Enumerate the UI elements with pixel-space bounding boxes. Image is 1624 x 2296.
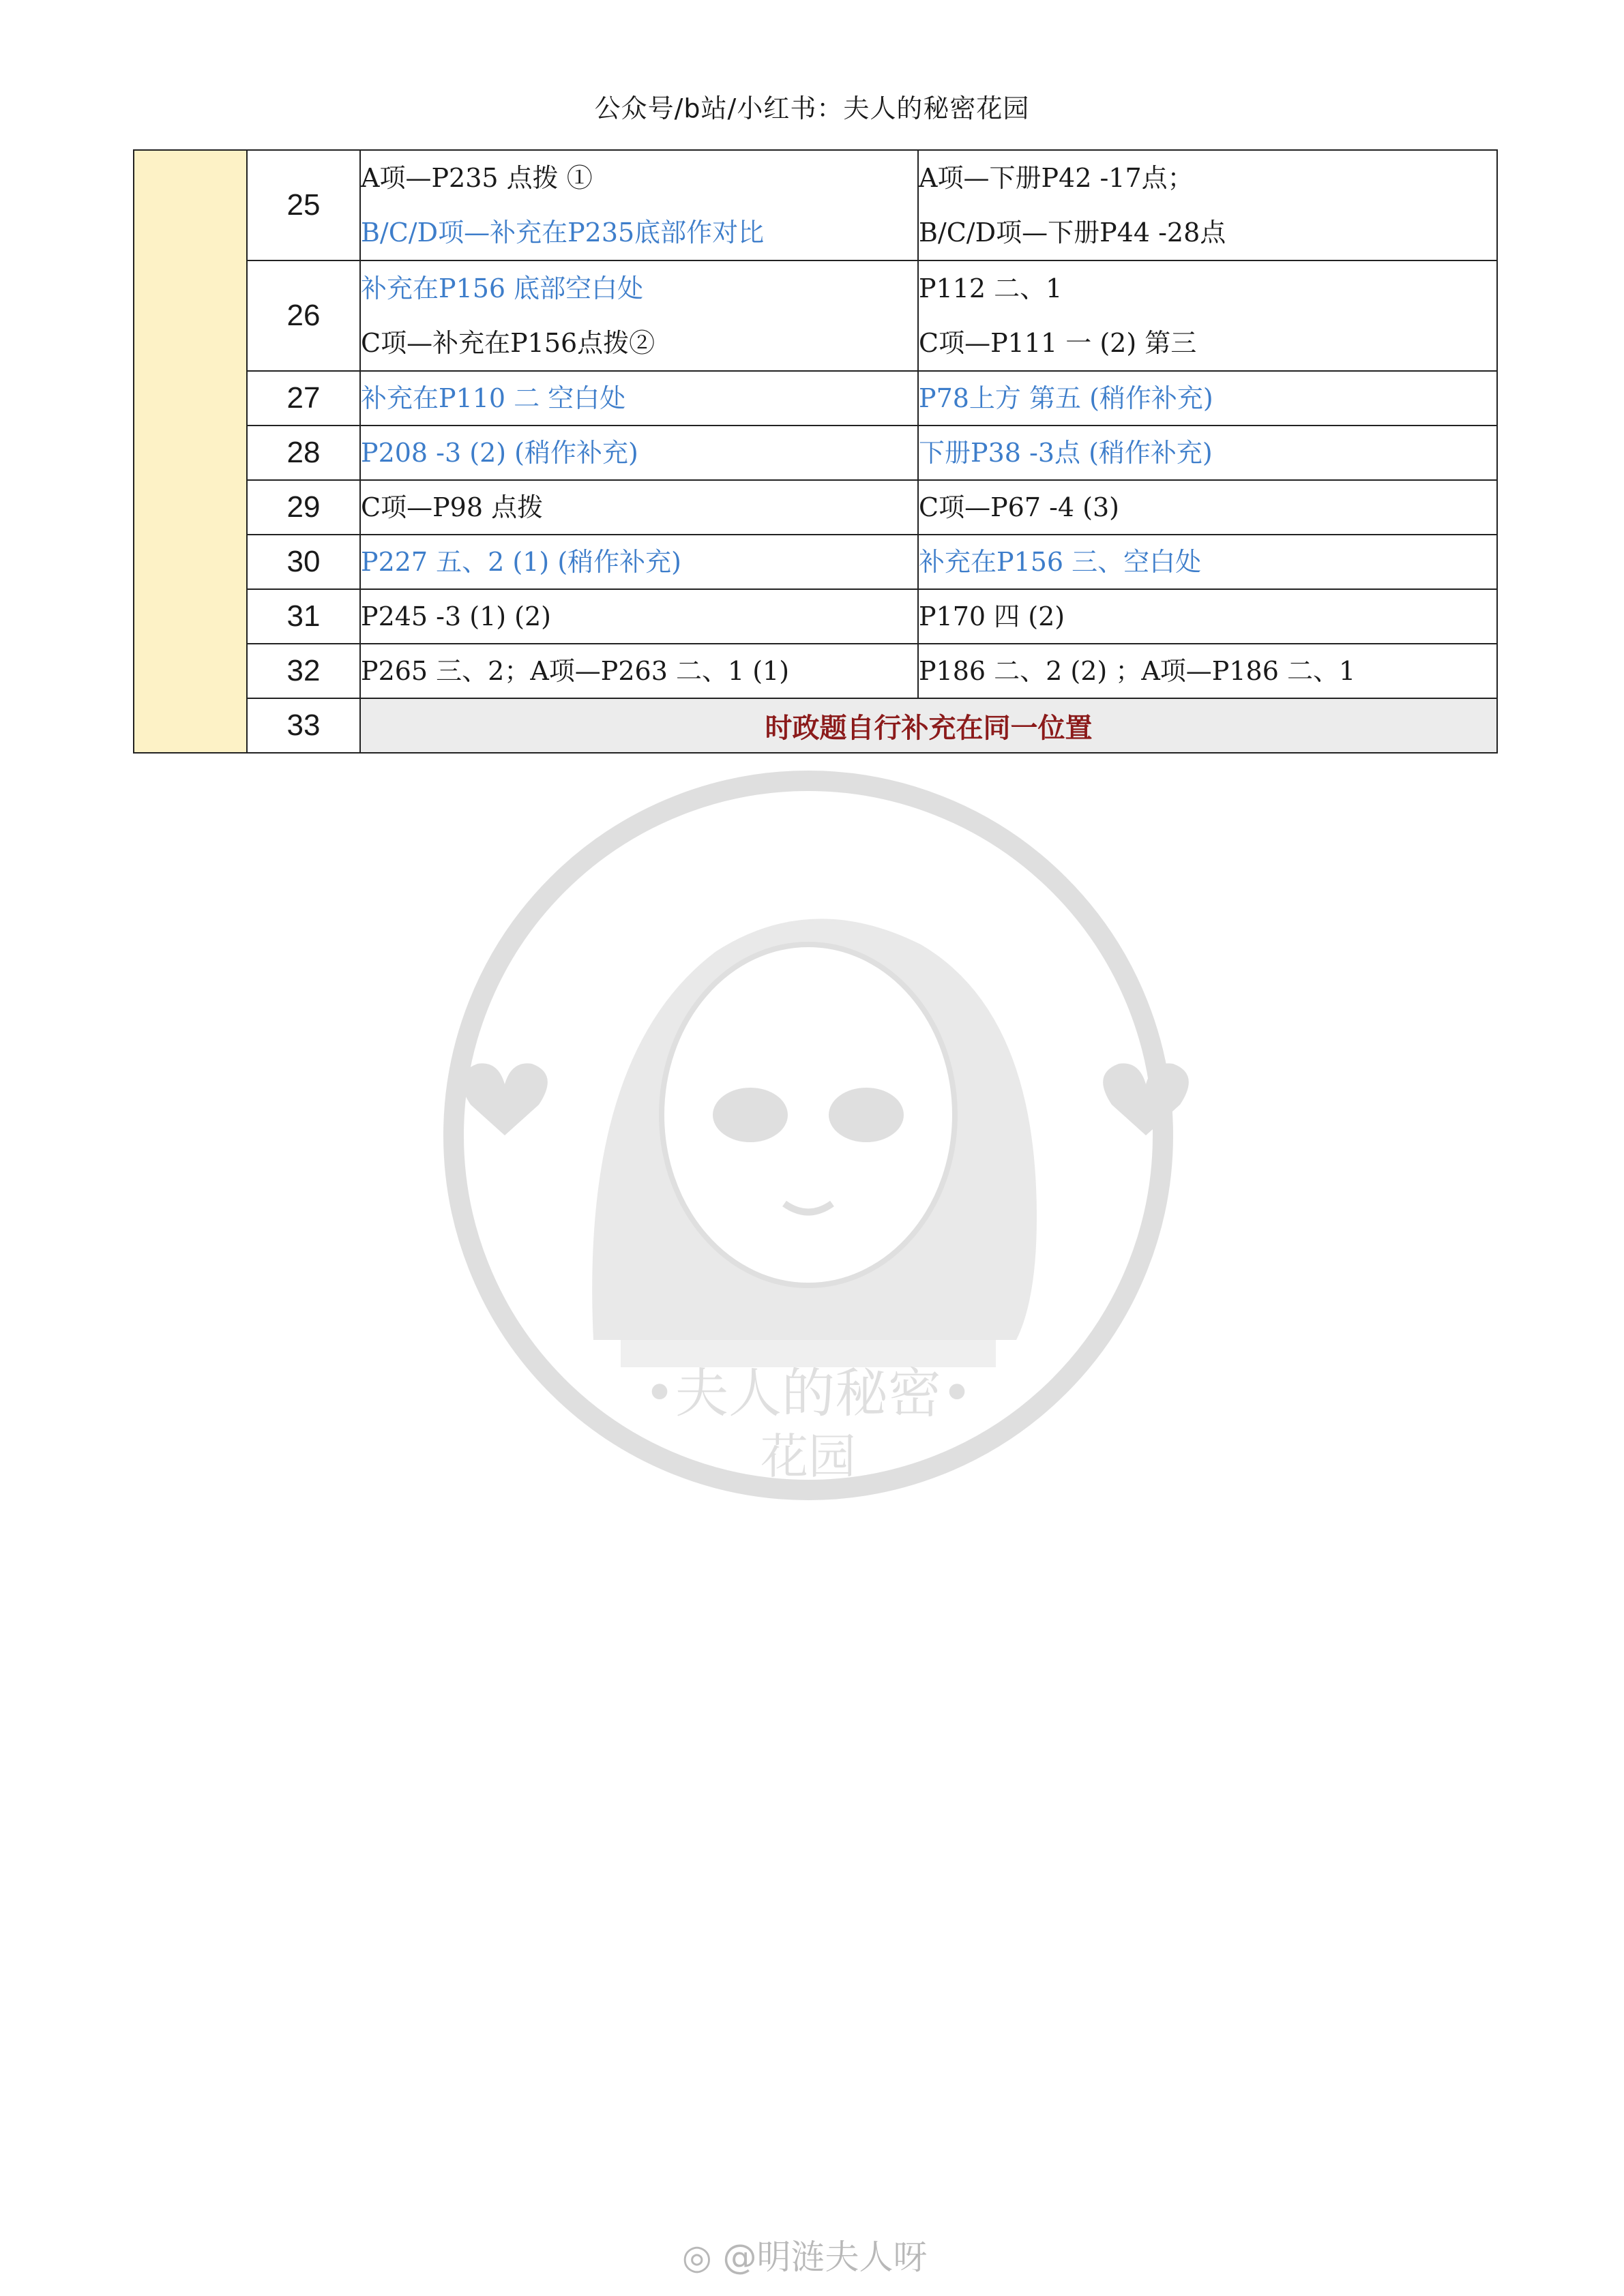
weibo-icon: ◎: [682, 2237, 723, 2277]
table-row: [134, 535, 1497, 589]
table-row: [134, 260, 1497, 371]
question-number: 26: [247, 260, 360, 371]
cell-line: P208 -3 (2) (稍作补充): [361, 438, 638, 468]
table-body: [134, 150, 1497, 753]
cell-line: 补充在P110 二 空白处: [361, 383, 626, 413]
cell-line: C项—补充在P156点拨②: [361, 328, 655, 358]
weibo-handle: @明涟夫人呀: [722, 2237, 928, 2277]
cell-line: A项—下册P42 -17点；: [919, 163, 1194, 193]
cell-line: B/C/D项—下册P44 -28点: [919, 218, 1226, 248]
cell-line: 下册P38 -3点 (稍作补充): [919, 438, 1213, 468]
row-30-left-cell: [360, 535, 918, 589]
table-row: [134, 371, 1497, 426]
row-28-left-cell: [360, 426, 918, 480]
question-number: 32: [247, 644, 360, 698]
row-32-left-cell: [360, 644, 918, 698]
watermark-line1: •夫人的秘密•: [643, 1363, 973, 1425]
cell-line: C项—P67 -4 (3): [919, 492, 1119, 522]
row-25-left-cell: [360, 150, 918, 260]
question-number: 31: [247, 589, 360, 644]
row-30-right-cell: [918, 535, 1497, 589]
cell-line: P265 三、2；A项—P263 二、1 (1): [361, 656, 790, 686]
cell-line: 补充在P156 三、空白处: [919, 547, 1202, 577]
cell-line: P186 二、2 (2) ；A项—P186 二、1: [919, 656, 1356, 686]
question-number: 28: [247, 426, 360, 480]
cell-line: P112 二、1: [919, 273, 1063, 303]
row-28-right-cell: [918, 426, 1497, 480]
page-header: 公众号/b站/小红书：夫人的秘密花园: [594, 93, 1030, 123]
cell-line: C项—P98 点拨: [361, 492, 544, 522]
cell-line: B/C/D项—补充在P235底部作对比: [361, 218, 765, 248]
row-32-right-cell: [918, 644, 1497, 698]
cell-line: P78上方 第五 (稍作补充): [919, 383, 1213, 413]
girl-portrait-watermark-icon: [389, 760, 1228, 1510]
question-number: 25: [247, 150, 360, 260]
table-row: [134, 426, 1497, 480]
row-26-left-cell: [360, 260, 918, 371]
question-number: 30: [247, 535, 360, 589]
row-29-left-cell: [360, 480, 918, 535]
category-column: [134, 150, 247, 753]
row-27-left-cell: [360, 371, 918, 426]
table-row: [134, 480, 1497, 535]
row-29-right-cell: [918, 480, 1497, 535]
row-25-right-cell: [918, 150, 1497, 260]
cell-line: P245 -3 (1) (2): [361, 601, 552, 631]
table-row: [134, 644, 1497, 698]
watermark-line2: 花园: [761, 1429, 856, 1485]
cell-line: 补充在P156 底部空白处: [361, 273, 644, 303]
question-number: 27: [247, 371, 360, 426]
reference-table: [133, 149, 1498, 754]
table-row: [134, 589, 1497, 644]
row-31-right-cell: [918, 589, 1497, 644]
question-number: 33: [247, 698, 360, 753]
row-27-right-cell: [918, 371, 1497, 426]
table-row: [134, 698, 1497, 753]
cell-line: C项—P111 一 (2) 第三: [919, 328, 1197, 358]
row-26-right-cell: [918, 260, 1497, 371]
cell-line: A项—P235 点拨 ①: [361, 163, 593, 193]
weibo-footer: [682, 2230, 928, 2279]
current-affairs-note: 时政题自行补充在同一位置: [360, 698, 1497, 753]
question-number: 29: [247, 480, 360, 535]
cell-line: P170 四 (2): [919, 601, 1065, 631]
table-row: [134, 150, 1497, 260]
cell-line: P227 五、2 (1) (稍作补充): [361, 547, 681, 577]
row-31-left-cell: [360, 589, 918, 644]
